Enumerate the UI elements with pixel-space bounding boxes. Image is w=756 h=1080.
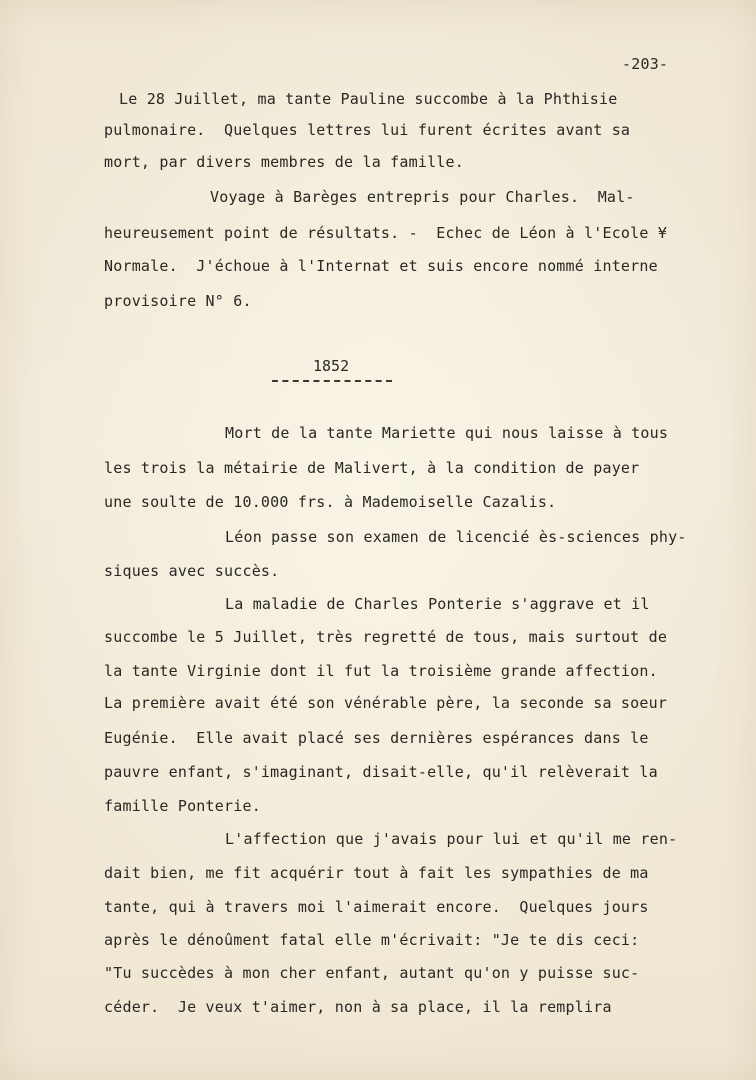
text-line: la tante Virginie dont il fut la troisième grande affection. xyxy=(104,662,658,680)
text-line: siques avec succès. xyxy=(104,562,280,580)
text-line: "Tu succèdes à mon cher enfant, autant qu'on y puisse suc- xyxy=(104,964,640,982)
text-line: mort, par divers membres de la famille. xyxy=(104,153,464,171)
text-line: Léon passe son examen de licencié ès-sciences phy- xyxy=(225,528,687,546)
page-number: -203- xyxy=(622,55,669,73)
text-line: pauvre enfant, s'imaginant, disait-elle, qu'il relèverait la xyxy=(104,763,658,781)
text-line: une soulte de 10.000 frs. à Mademoiselle Cazalis. xyxy=(104,493,557,511)
year-heading: 1852 xyxy=(313,357,350,375)
text-line: Voyage à Barèges entrepris pour Charles. Mal- xyxy=(210,188,635,206)
text-line: tante, qui à travers moi l'aimerait encore. Quelques jours xyxy=(104,898,649,916)
text-line: Mort de la tante Mariette qui nous laisse à tous xyxy=(225,424,669,442)
year-underline xyxy=(272,380,392,382)
text-line: les trois la métairie de Malivert, à la condition de payer xyxy=(104,459,640,477)
text-line: dait bien, me fit acquérir tout à fait les sympathies de ma xyxy=(104,864,649,882)
text-line: provisoire N° 6. xyxy=(104,292,252,310)
text-line: La première avait été son vénérable père, la seconde sa soeur xyxy=(104,694,668,712)
text-line: succombe le 5 Juillet, très regretté de tous, mais surtout de xyxy=(104,628,668,646)
text-line: pulmonaire. Quelques lettres lui furent écrites avant sa xyxy=(104,121,631,139)
text-line: Normale. J'échoue à l'Internat et suis encore nommé interne xyxy=(104,257,658,275)
text-line: Le 28 Juillet, ma tante Pauline succombe à la Phthisie xyxy=(119,90,618,108)
text-line: Eugénie. Elle avait placé ses dernières espérances dans le xyxy=(104,729,649,747)
text-line: heureusement point de résultats. - Echec de Léon à l'Ecole ¥ xyxy=(104,224,668,242)
text-line: famille Ponterie. xyxy=(104,797,261,815)
text-line: L'affection que j'avais pour lui et qu'il me ren- xyxy=(225,830,678,848)
text-line: La maladie de Charles Ponterie s'aggrave et il xyxy=(225,595,650,613)
text-line: céder. Je veux t'aimer, non à sa place, il la remplira xyxy=(104,998,612,1016)
text-line: après le dénoûment fatal elle m'écrivait: "Je te dis ceci: xyxy=(104,931,640,949)
